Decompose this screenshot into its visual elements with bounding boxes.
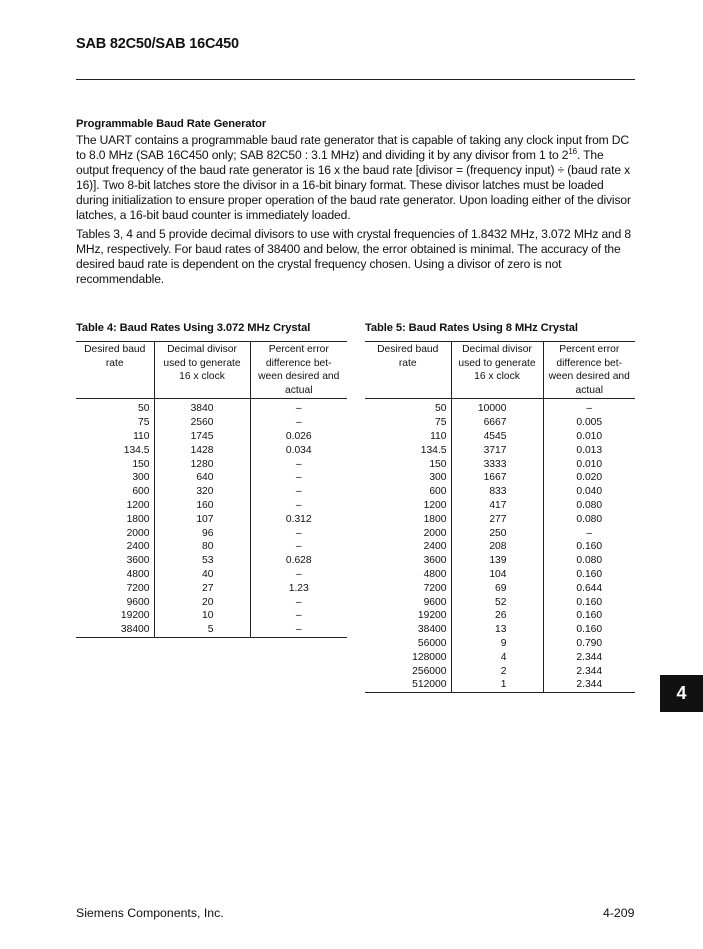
cell-divisor: 833	[451, 485, 543, 499]
cell-error: 0.080	[543, 499, 635, 513]
cell-divisor: 20	[154, 596, 250, 610]
table-row	[76, 609, 347, 623]
cell-error: –	[543, 399, 635, 416]
baud-rate-generator-section	[76, 118, 636, 287]
col-header-divisor: Decimal divisor used to generate 16 x clock	[451, 342, 543, 399]
cell-error: 0.160	[543, 568, 635, 582]
cell-baud-rate: 128000	[412, 651, 447, 663]
cell-error: 0.026	[250, 430, 347, 444]
cell-divisor: 1	[451, 678, 543, 692]
cell-error: –	[250, 471, 347, 485]
cell-divisor: 9	[451, 637, 543, 651]
cell-baud-rate: 2400	[126, 541, 150, 553]
cell-divisor: 10000	[451, 399, 543, 416]
cell-error: 0.628	[250, 554, 347, 568]
table-row	[76, 596, 347, 610]
paragraph-2: Tables 3, 4 and 5 provide decimal divisors to use with crystal frequencies of 1.8432 MHz, 3.072 MHz and 8 MHz, respectively. For baud rates of 38400 and below, the error obtained is minimal. The accuracy of the desired baud rate is dependent on the crystal frequency chosen. Using a divisor of zero is not recommendable.	[76, 226, 631, 286]
cell-baud-rate: 150	[429, 458, 447, 470]
cell-divisor: 10	[154, 609, 250, 623]
cell-baud-rate: 134.5	[420, 444, 447, 456]
cell-error: –	[250, 623, 347, 637]
cell-baud-rate: 7200	[423, 582, 447, 594]
header-divider	[76, 79, 635, 80]
cell-divisor: 96	[154, 527, 250, 541]
cell-divisor: 13	[451, 623, 543, 637]
chapter-tab: 4	[660, 675, 703, 712]
cell-divisor: 3717	[451, 444, 543, 458]
cell-error: 0.080	[543, 554, 635, 568]
cell-baud-rate: 9600	[423, 596, 447, 608]
cell-divisor: 3333	[451, 458, 543, 472]
cell-baud-rate: 1800	[126, 513, 150, 525]
table-row	[365, 651, 635, 665]
cell-baud-rate: 300	[132, 472, 150, 484]
cell-error: 0.013	[543, 444, 635, 458]
col-header-baud-rate: Desired baud rate	[76, 342, 154, 399]
cell-divisor: 52	[451, 596, 543, 610]
cell-divisor: 4	[451, 651, 543, 665]
table-row	[76, 513, 347, 527]
table-row	[365, 513, 635, 527]
table-row	[365, 568, 635, 582]
cell-baud-rate: 4800	[126, 568, 150, 580]
table-row	[365, 637, 635, 651]
table-row	[76, 458, 347, 472]
cell-baud-rate: 38400	[76, 623, 154, 637]
cell-error: 0.790	[543, 637, 635, 651]
table-4-block	[76, 322, 347, 638]
cell-divisor: 1280	[154, 458, 250, 472]
cell-error: 0.005	[543, 416, 635, 430]
table-row	[365, 444, 635, 458]
cell-error: –	[250, 416, 347, 430]
cell-baud-rate: 4800	[423, 568, 447, 580]
cell-error: 2.344	[543, 651, 635, 665]
table-row	[76, 444, 347, 458]
cell-divisor: 4545	[451, 430, 543, 444]
table-row	[365, 399, 635, 416]
cell-baud-rate: 512000	[365, 678, 451, 692]
table-row	[365, 678, 635, 692]
table-4	[76, 341, 347, 638]
cell-baud-rate: 75	[138, 417, 150, 429]
cell-error: 0.040	[543, 485, 635, 499]
cell-error: –	[543, 527, 635, 541]
cell-baud-rate: 2000	[126, 527, 150, 539]
table-row	[76, 540, 347, 554]
cell-baud-rate: 256000	[412, 665, 447, 677]
table-row	[76, 416, 347, 430]
cell-error: –	[250, 609, 347, 623]
cell-error: 2.344	[543, 665, 635, 679]
table-row	[365, 527, 635, 541]
table-row	[365, 582, 635, 596]
cell-divisor: 277	[451, 513, 543, 527]
cell-baud-rate: 75	[435, 417, 447, 429]
cell-baud-rate: 134.5	[123, 444, 150, 456]
table-row	[76, 485, 347, 499]
cell-error: 0.010	[543, 458, 635, 472]
cell-baud-rate: 1200	[126, 499, 150, 511]
table-4-caption: Table 4: Baud Rates Using 3.072 MHz Crystal	[76, 322, 311, 334]
table-row	[365, 416, 635, 430]
cell-divisor: 1428	[154, 444, 250, 458]
cell-divisor: 26	[451, 609, 543, 623]
cell-divisor: 1745	[154, 430, 250, 444]
cell-divisor: 107	[154, 513, 250, 527]
cell-error: 0.312	[250, 513, 347, 527]
cell-baud-rate: 1200	[423, 499, 447, 511]
cell-baud-rate: 2400	[423, 541, 447, 553]
cell-divisor: 640	[154, 471, 250, 485]
table-5	[365, 341, 635, 693]
cell-divisor: 320	[154, 485, 250, 499]
cell-baud-rate: 56000	[417, 637, 447, 649]
cell-error: –	[250, 499, 347, 513]
table-row	[365, 540, 635, 554]
table-5-block	[365, 322, 635, 693]
cell-baud-rate: 2000	[423, 527, 447, 539]
table-row	[76, 568, 347, 582]
cell-error: –	[250, 568, 347, 582]
table-header-row	[76, 342, 347, 399]
col-header-baud-rate: Desired baud rate	[365, 342, 451, 399]
table-row	[365, 596, 635, 610]
paragraph-1-text-b: . The output frequency of the baud rate generator is 16 x the baud rate [divisor = (frequency input) ÷ (baud rate x 16)]. Two 8-bit latches store the divisor in a 16-bit binary format. These divisor latches must be loaded during initialization to ensure proper operation of the baud rate generator. Upon loading either of the divisor latches, a 16-bit baud counter is immediately loaded.	[76, 148, 631, 223]
cell-error: –	[250, 458, 347, 472]
cell-error: 2.344	[543, 678, 635, 692]
table-4-body	[76, 399, 347, 638]
col-header-error: Percent error difference bet- ween desired and actual	[250, 342, 347, 399]
cell-baud-rate: 150	[132, 458, 150, 470]
cell-error: 0.160	[543, 540, 635, 554]
cell-error: –	[250, 485, 347, 499]
cell-error: 0.010	[543, 430, 635, 444]
cell-error: 0.020	[543, 471, 635, 485]
cell-baud-rate: 300	[429, 472, 447, 484]
cell-divisor: 1667	[451, 471, 543, 485]
cell-divisor: 250	[451, 527, 543, 541]
paragraph-1	[76, 133, 636, 224]
table-row	[76, 430, 347, 444]
table-row	[365, 609, 635, 623]
cell-error: –	[250, 527, 347, 541]
footer-company: Siemens Components, Inc.	[76, 906, 224, 920]
cell-divisor: 80	[154, 540, 250, 554]
cell-divisor: 104	[451, 568, 543, 582]
table-row	[76, 499, 347, 513]
cell-error: 0.034	[250, 444, 347, 458]
cell-baud-rate: 110	[430, 430, 447, 442]
table-row	[76, 623, 347, 637]
superscript-exponent: 16	[568, 147, 577, 157]
page-header-title: SAB 82C50/SAB 16C450	[76, 36, 239, 52]
cell-divisor: 5	[154, 623, 250, 637]
cell-divisor: 53	[154, 554, 250, 568]
cell-baud-rate: 600	[429, 486, 447, 498]
col-header-divisor: Decimal divisor used to generate 16 x clock	[154, 342, 250, 399]
section-heading: Programmable Baud Rate Generator	[76, 118, 267, 130]
cell-divisor: 6667	[451, 416, 543, 430]
table-row	[76, 527, 347, 541]
cell-divisor: 40	[154, 568, 250, 582]
cell-baud-rate: 3600	[423, 555, 447, 567]
cell-baud-rate: 50	[435, 403, 447, 415]
table-5-caption: Table 5: Baud Rates Using 8 MHz Crystal	[365, 322, 578, 334]
cell-divisor: 160	[154, 499, 250, 513]
cell-baud-rate: 1800	[423, 513, 447, 525]
table-header-row	[365, 342, 635, 399]
cell-baud-rate: 50	[138, 403, 150, 415]
cell-error: 1.23	[250, 582, 347, 596]
table-row	[365, 554, 635, 568]
cell-error: –	[250, 596, 347, 610]
paragraph-1-text-a: The UART contains a programmable baud rate generator that is capable of taking any clock input from DC to 8.0 MHz (SAB 16C450 only; SAB 82C50 : 3.1 MHz) and dividing it by any divisor from 1 to 2	[76, 133, 629, 163]
table-row	[365, 623, 635, 637]
cell-baud-rate: 3600	[126, 555, 150, 567]
table-row	[76, 399, 347, 416]
cell-divisor: 69	[451, 582, 543, 596]
cell-divisor: 3840	[154, 399, 250, 416]
table-row	[365, 499, 635, 513]
cell-baud-rate: 110	[133, 430, 150, 442]
footer-page-number: 4-209	[603, 906, 635, 920]
cell-error: 0.080	[543, 513, 635, 527]
cell-baud-rate: 19200	[417, 610, 447, 622]
cell-error: 0.160	[543, 596, 635, 610]
cell-error: 0.160	[543, 623, 635, 637]
cell-divisor: 139	[451, 554, 543, 568]
table-row	[76, 582, 347, 596]
table-row	[76, 554, 347, 568]
table-row	[76, 471, 347, 485]
col-header-error: Percent error difference bet- ween desired and actual	[543, 342, 635, 399]
cell-baud-rate: 9600	[126, 596, 150, 608]
cell-divisor: 417	[451, 499, 543, 513]
cell-error: 0.160	[543, 609, 635, 623]
cell-baud-rate: 19200	[120, 610, 150, 622]
table-row	[365, 458, 635, 472]
table-row	[365, 665, 635, 679]
cell-baud-rate: 38400	[417, 624, 447, 636]
table-row	[365, 485, 635, 499]
table-5-body	[365, 399, 635, 693]
cell-divisor: 2560	[154, 416, 250, 430]
table-row	[365, 430, 635, 444]
cell-divisor: 208	[451, 540, 543, 554]
cell-divisor: 2	[451, 665, 543, 679]
cell-error: –	[250, 540, 347, 554]
table-row	[365, 471, 635, 485]
cell-baud-rate: 7200	[126, 582, 150, 594]
cell-error: –	[250, 399, 347, 416]
cell-error: 0.644	[543, 582, 635, 596]
cell-baud-rate: 600	[132, 486, 150, 498]
cell-divisor: 27	[154, 582, 250, 596]
